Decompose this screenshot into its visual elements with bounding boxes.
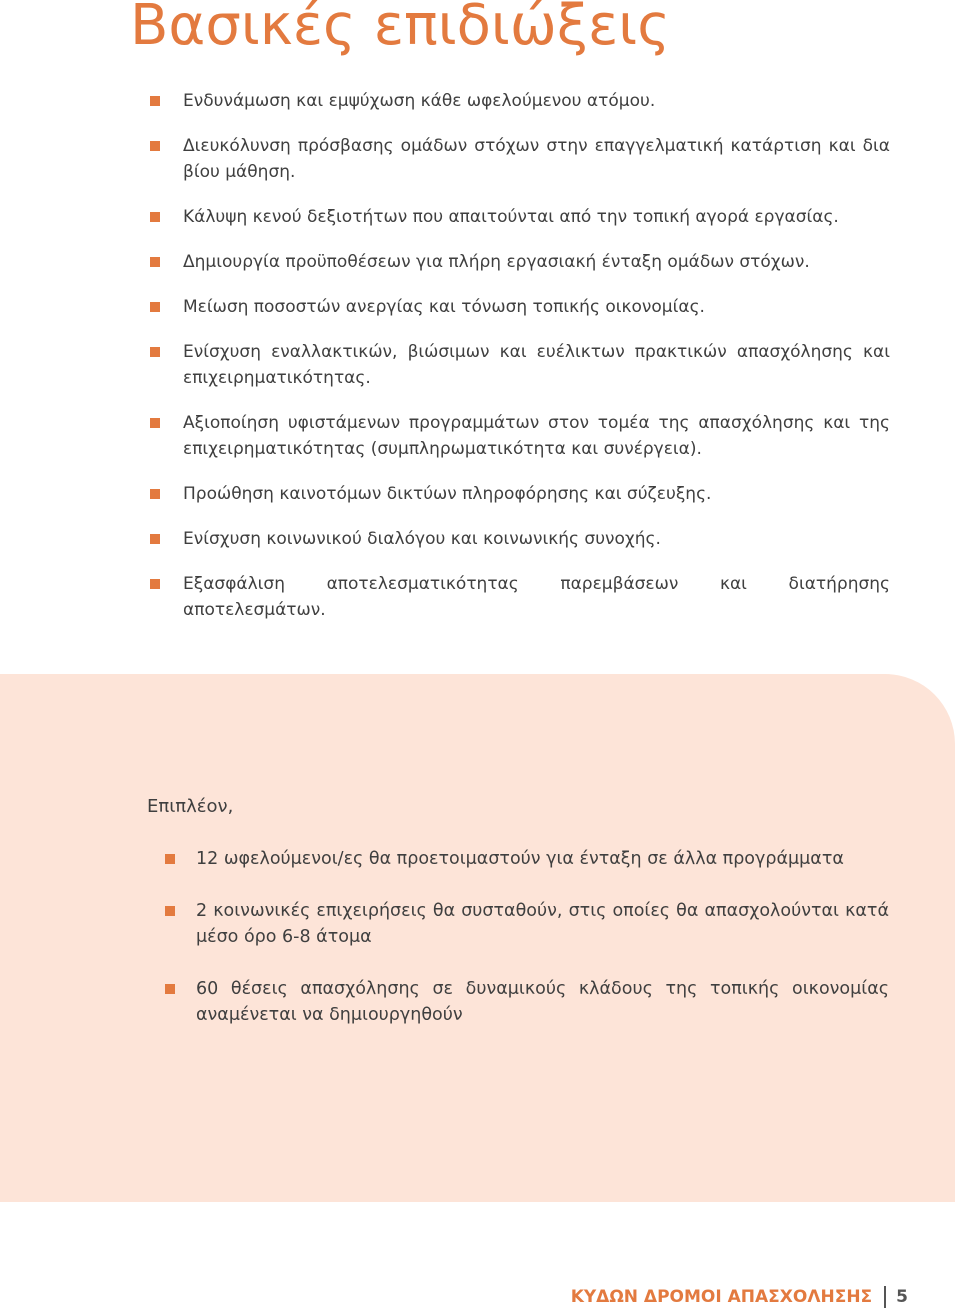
goals-list <box>150 88 890 642</box>
list-item <box>150 339 890 391</box>
footer-divider <box>884 1286 886 1308</box>
list-item-text: Αξιοποίηση υφιστάμενων προγραμμάτων στον τομέα της απασχόλησης και της επιχειρηματικότητας (συμπληρωματικότητα και συνέργεια). <box>183 413 890 459</box>
list-item-text: 2 κοινωνικές επιχειρήσεις θα συσταθούν, στις οποίες θα απασχολούνται κατά μέσο όρο 6-8 άτομα <box>196 901 889 947</box>
list-item <box>150 526 890 552</box>
square-bullet-icon <box>150 141 160 151</box>
square-bullet-icon <box>150 257 160 267</box>
list-item-text: Εξασφάλιση αποτελεσματικότητας παρεμβάσεων και διατήρησης αποτελεσμάτων. <box>183 574 890 620</box>
square-bullet-icon <box>150 347 160 357</box>
list-item-text: Κάλυψη κενού δεξιοτήτων που απαιτούνται από την τοπική αγορά εργασίας. <box>183 207 839 227</box>
square-bullet-icon <box>150 579 160 589</box>
list-item <box>150 571 890 623</box>
square-bullet-icon <box>150 489 160 499</box>
list-item-text: Ενδυνάμωση και εμψύχωση κάθε ωφελούμενου ατόμου. <box>183 91 656 111</box>
footer-label: ΚΥΔΩΝ ΔΡΟΜΟΙ ΑΠΑΣΧΟΛΗΣΗΣ <box>570 1287 873 1307</box>
list-item-text: Διευκόλυνση πρόσβασης ομάδων στόχων στην επαγγελματική κατάρτιση και δια βίου μάθηση. <box>183 136 890 182</box>
page-footer <box>571 1286 908 1308</box>
list-item <box>150 481 890 507</box>
panel-list <box>165 846 889 1054</box>
panel-intro: Επιπλέον, <box>147 796 234 817</box>
list-item-text: Ενίσχυση κοινωνικού διαλόγου και κοινωνικής συνοχής. <box>183 529 661 549</box>
list-item <box>150 410 890 462</box>
square-bullet-icon <box>150 418 160 428</box>
square-bullet-icon <box>165 906 175 916</box>
list-item <box>165 898 889 950</box>
page-title: Βασικές επιδιώξεις <box>130 0 671 58</box>
page-number: 5 <box>896 1287 908 1307</box>
square-bullet-icon <box>165 984 175 994</box>
list-item <box>150 204 890 230</box>
list-item <box>150 294 890 320</box>
list-item <box>150 249 890 275</box>
list-item <box>150 88 890 114</box>
list-item-text: Δημιουργία προϋποθέσεων για πλήρη εργασιακή ένταξη ομάδων στόχων. <box>183 252 810 272</box>
list-item-text: Ενίσχυση εναλλακτικών, βιώσιμων και ευέλικτων πρακτικών απασχόλησης και επιχειρηματικότητας. <box>183 342 890 388</box>
square-bullet-icon <box>165 854 175 864</box>
list-item-text: Μείωση ποσοστών ανεργίας και τόνωση τοπικής οικονομίας. <box>183 297 705 317</box>
list-item <box>165 846 889 872</box>
square-bullet-icon <box>150 534 160 544</box>
list-item-text: 60 θέσεις απασχόλησης σε δυναμικούς κλάδους της τοπικής οικονομίας αναμένεται να δημιουργηθούν <box>196 979 889 1025</box>
highlight-panel <box>0 674 955 1202</box>
square-bullet-icon <box>150 302 160 312</box>
list-item-text: Προώθηση καινοτόμων δικτύων πληροφόρησης και σύζευξης. <box>183 484 712 504</box>
list-item-text: 12 ωφελούμενοι/ες θα προετοιμαστούν για ένταξη σε άλλα προγράμματα <box>196 849 844 869</box>
list-item <box>150 133 890 185</box>
square-bullet-icon <box>150 96 160 106</box>
list-item <box>165 976 889 1028</box>
square-bullet-icon <box>150 212 160 222</box>
